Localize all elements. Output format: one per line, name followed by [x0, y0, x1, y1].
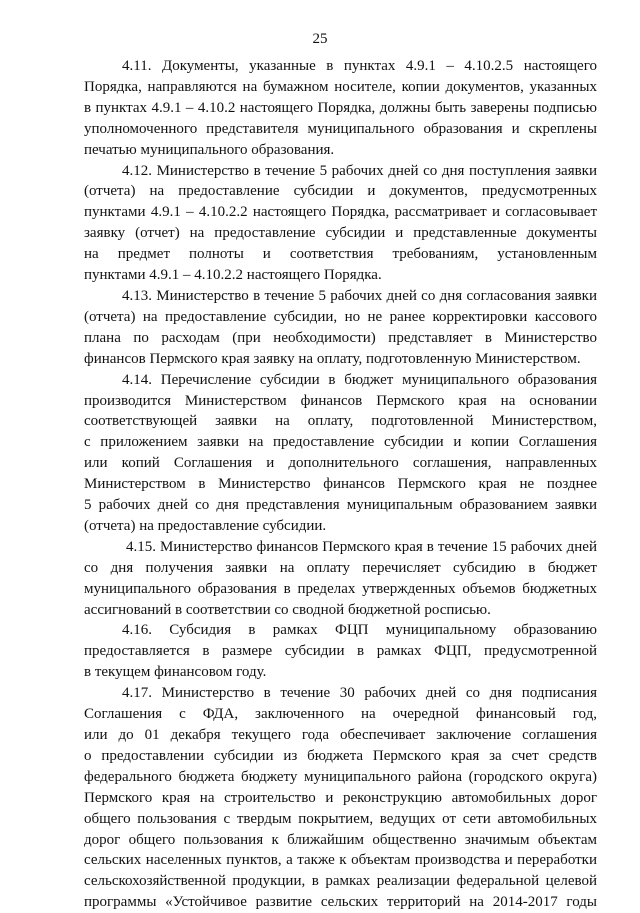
text-line: 4.12. Министерство в течение 5 рабочих дней со дня поступления заявки — [122, 162, 597, 179]
paragraph-4-17 — [84, 683, 597, 913]
document-body — [84, 56, 597, 913]
text-line: пунктами 4.9.1 – 4.10.2.2 настоящего Порядка. — [84, 267, 382, 284]
paragraph-4-15 — [84, 537, 597, 621]
text-line: или до 01 декабря текущего года обеспечивает заключение соглашения — [84, 727, 597, 743]
text-line: Пермского края на строительство и реконструкцию автомобильных дорог — [84, 789, 597, 806]
text-line: заявку (отчет) на предоставление субсидии и представленные документы — [84, 225, 597, 242]
paragraph-4-14 — [84, 370, 597, 537]
text-line: программы «Устойчивое развитие сельских территорий на 2014-2017 годы — [84, 894, 597, 911]
text-line: или копий Соглашения и дополнительного соглашения, направленных — [84, 455, 597, 472]
text-line: 4.17. Министерство в течение 30 рабочих дней со дня подписания — [122, 685, 597, 702]
text-line: Порядка, направляются на бумажном носителе, копии документов, указанных — [84, 78, 597, 95]
text-line: (отчета) на предоставление субсидии и документов, предусмотренных — [84, 183, 597, 200]
paragraph-4-16 — [84, 620, 597, 683]
text-line: муниципального образования в пределах утвержденных объемов бюджетных — [84, 580, 597, 597]
text-line: с приложением заявки на предоставление субсидии и копии Соглашения — [84, 434, 597, 451]
text-line: 4.13. Министерство в течение 5 рабочих дней со дня согласования заявки — [122, 287, 597, 304]
text-line: пунктами 4.9.1 – 4.10.2.2 настоящего Порядка, рассматривает и согласовывает — [84, 204, 597, 221]
text-line: сельских населенных пунктов, а также к объектам производства и переработки — [84, 852, 597, 869]
text-line: производится Министерством финансов Пермского края на основании — [84, 392, 597, 409]
text-line: в текущем финансовом году. — [84, 664, 267, 681]
text-line: уполномоченного представителя муниципального образования и скреплены — [84, 120, 597, 137]
text-line: сельскохозяйственной продукции, в рамках реализации федеральной целевой — [84, 873, 597, 890]
text-line: 5 рабочих дней со дня представления муниципальным образованием заявки — [84, 497, 597, 514]
text-line: со дня получения заявки на оплату перечисляет субсидию в бюджет — [84, 559, 597, 576]
text-line: Министерством в Министерство финансов Пермского края не позднее — [84, 476, 597, 493]
text-line: (отчета) на предоставление субсидии, но не ранее корректировки кассового — [84, 308, 597, 325]
text-line: 4.11. Документы, указанные в пунктах 4.9.1 – 4.10.2.5 настоящего — [122, 58, 597, 74]
text-line: в пунктах 4.9.1 – 4.10.2 настоящего Порядка, должны быть заверены подписью — [84, 99, 597, 116]
text-line: 4.15. Министерство финансов Пермского края в течение 15 рабочих дней — [126, 538, 597, 555]
text-line: финансов Пермского края заявку на оплату, подготовленную Министерством. — [84, 350, 581, 367]
text-line: 4.16. Субсидия в рамках ФЦП муниципальному образованию — [122, 622, 597, 639]
paragraph-4-13 — [84, 286, 597, 370]
page-number: 25 — [312, 31, 328, 47]
text-line: печатью муниципального образования. — [84, 141, 335, 158]
text-line: плана по расходам (при необходимости) представляет в Министерство — [84, 329, 597, 346]
text-line: на предмет полноты и соответствия требованиям, установленным — [84, 246, 597, 263]
text-line: предоставляется в размере субсидии в рамках ФЦП, предусмотренной — [84, 643, 597, 660]
text-line: Соглашения с ФДА, заключенного на очередной финансовый год, — [84, 706, 597, 723]
paragraph-4-12 — [84, 161, 597, 286]
text-line: общего пользования с твердым покрытием, ведущих от сети автомобильных — [84, 810, 597, 827]
text-line: федерального бюджета бюджету муниципального района (городского округа) — [84, 768, 597, 785]
text-line: о предоставлении субсидии из бюджета Пермского края за счет средств — [84, 747, 597, 764]
text-line: соответствующей заявки на оплату, подготовленной Министерством, — [84, 413, 597, 430]
text-line: дорог общего пользования к ближайшим общественно значимым объектам — [84, 831, 597, 848]
text-line: (отчета) на предоставление субсидии. — [84, 517, 327, 534]
text-line: ассигнований в соответствии со сводной бюджетной росписью. — [84, 601, 491, 618]
paragraph-4-11 — [84, 56, 597, 161]
text-line: 4.14. Перечисление субсидии в бюджет муниципального образования — [122, 371, 597, 388]
